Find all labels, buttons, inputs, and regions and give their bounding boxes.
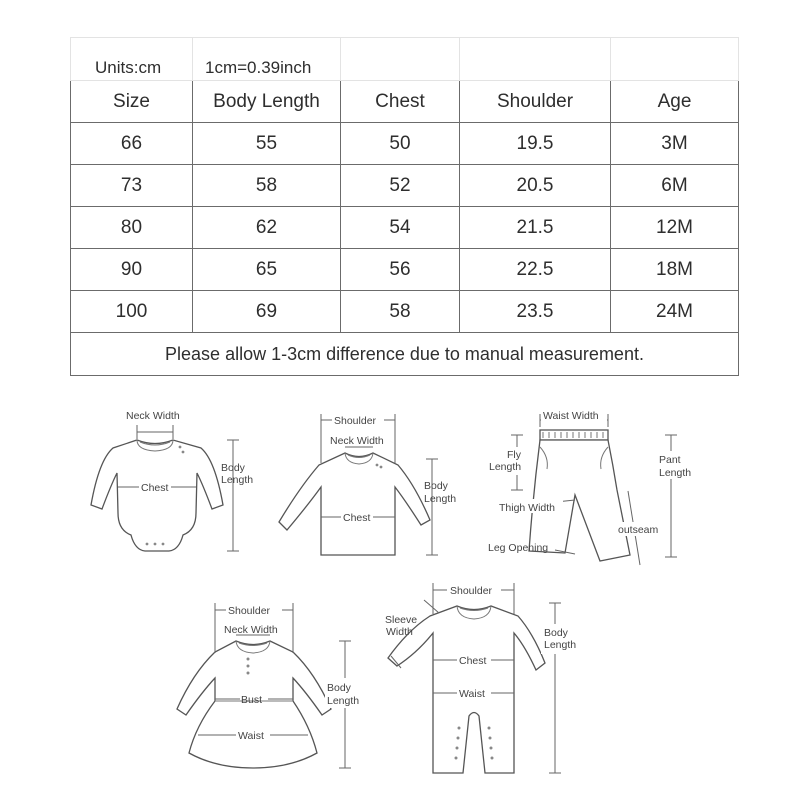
- cell-age: 3M: [611, 123, 739, 165]
- header-chest: Chest: [341, 81, 460, 123]
- cell-shoulder: 20.5: [460, 165, 611, 207]
- header-size: Size: [71, 81, 193, 123]
- body-length-label: Length: [544, 639, 577, 651]
- cell-body-length: 58: [193, 165, 341, 207]
- table-row: [71, 291, 739, 333]
- chest-label: Chest: [343, 512, 371, 524]
- table-row: [71, 165, 739, 207]
- romper-illustration: [383, 578, 603, 800]
- pant-length-label: Pant: [659, 454, 681, 466]
- leg-opening-label: Leg Opening: [488, 542, 549, 554]
- cell-shoulder: 23.5: [460, 291, 611, 333]
- body-length-label: Length: [424, 493, 457, 505]
- neck-width-label: Neck Width: [126, 410, 180, 422]
- outseam-label: outseam: [618, 524, 659, 536]
- units-row: [71, 38, 739, 81]
- header-row: [71, 81, 739, 123]
- top-illustration: [275, 405, 465, 565]
- cell-chest: 54: [341, 207, 460, 249]
- empty-cell: [460, 38, 611, 81]
- body-length-label: Body: [424, 480, 448, 492]
- body-length-label: Body: [544, 627, 568, 639]
- pants-illustration: [485, 405, 710, 575]
- top-diagram: [275, 405, 465, 565]
- body-length-label: Body: [221, 462, 245, 474]
- shoulder-label: Shoulder: [450, 585, 493, 597]
- cell-body-length: 69: [193, 291, 341, 333]
- cell-body-length: 55: [193, 123, 341, 165]
- header-shoulder: Shoulder: [460, 81, 611, 123]
- cell-size: 100: [71, 291, 193, 333]
- romper-diagram: [383, 578, 603, 800]
- cell-body-length: 65: [193, 249, 341, 291]
- sleeve-width-label: Sleeve: [385, 614, 418, 626]
- cell-chest: 58: [341, 291, 460, 333]
- table-row: [71, 207, 739, 249]
- body-length-label: Length: [327, 695, 360, 707]
- bust-label: Bust: [241, 694, 263, 706]
- pants-diagram: [485, 405, 710, 575]
- cell-shoulder: 19.5: [460, 123, 611, 165]
- dress-illustration: [160, 598, 380, 798]
- sleeve-width-label: Width: [386, 626, 413, 638]
- note-row: [71, 333, 739, 376]
- shoulder-label: Shoulder: [334, 415, 377, 427]
- cell-age: 18M: [611, 249, 739, 291]
- header-age: Age: [611, 81, 739, 123]
- pant-length-label: Length: [659, 467, 692, 479]
- bodysuit-outline: [91, 440, 223, 551]
- table-row: [71, 123, 739, 165]
- cell-size: 90: [71, 249, 193, 291]
- measurement-note: Please allow 1-3cm difference due to manual measurement.: [71, 333, 739, 376]
- waistband: [540, 430, 608, 440]
- shoulder-label: Shoulder: [228, 605, 271, 617]
- neck-width-label: Neck Width: [224, 624, 278, 636]
- waist-label: Waist: [459, 688, 485, 700]
- neck-width-label: Neck Width: [330, 435, 384, 447]
- fly-length-label: Fly: [507, 449, 521, 461]
- fly-length-label: Length: [489, 461, 522, 473]
- cell-body-length: 62: [193, 207, 341, 249]
- header-body-length: Body Length: [193, 81, 341, 123]
- chest-label: Chest: [141, 482, 169, 494]
- cell-chest: 56: [341, 249, 460, 291]
- thigh-width-label: Thigh Width: [499, 502, 556, 514]
- waist-label: Waist: [238, 730, 264, 742]
- cell-size: 66: [71, 123, 193, 165]
- cell-age: 24M: [611, 291, 739, 333]
- cell-age: 12M: [611, 207, 739, 249]
- cell-shoulder: 21.5: [460, 207, 611, 249]
- cell-age: 6M: [611, 165, 739, 207]
- body-length-label: Body: [327, 682, 351, 694]
- bodysuit-illustration: [75, 405, 265, 565]
- unit-conversion: 1cm=0.39inch: [193, 38, 341, 81]
- cell-size: 80: [71, 207, 193, 249]
- empty-cell: [341, 38, 460, 81]
- chest-label: Chest: [459, 655, 487, 667]
- cell-shoulder: 22.5: [460, 249, 611, 291]
- table-row: [71, 249, 739, 291]
- size-chart-table: [70, 37, 739, 376]
- bodysuit-diagram: [75, 405, 265, 565]
- waist-width-label: Waist Width: [543, 410, 599, 422]
- empty-cell: [611, 38, 739, 81]
- dress-diagram: [160, 598, 380, 798]
- cell-chest: 52: [341, 165, 460, 207]
- cell-chest: 50: [341, 123, 460, 165]
- top-outline: [279, 453, 430, 555]
- cell-size: 73: [71, 165, 193, 207]
- units-label: Units:cm: [71, 38, 193, 81]
- body-length-label: Length: [221, 474, 254, 486]
